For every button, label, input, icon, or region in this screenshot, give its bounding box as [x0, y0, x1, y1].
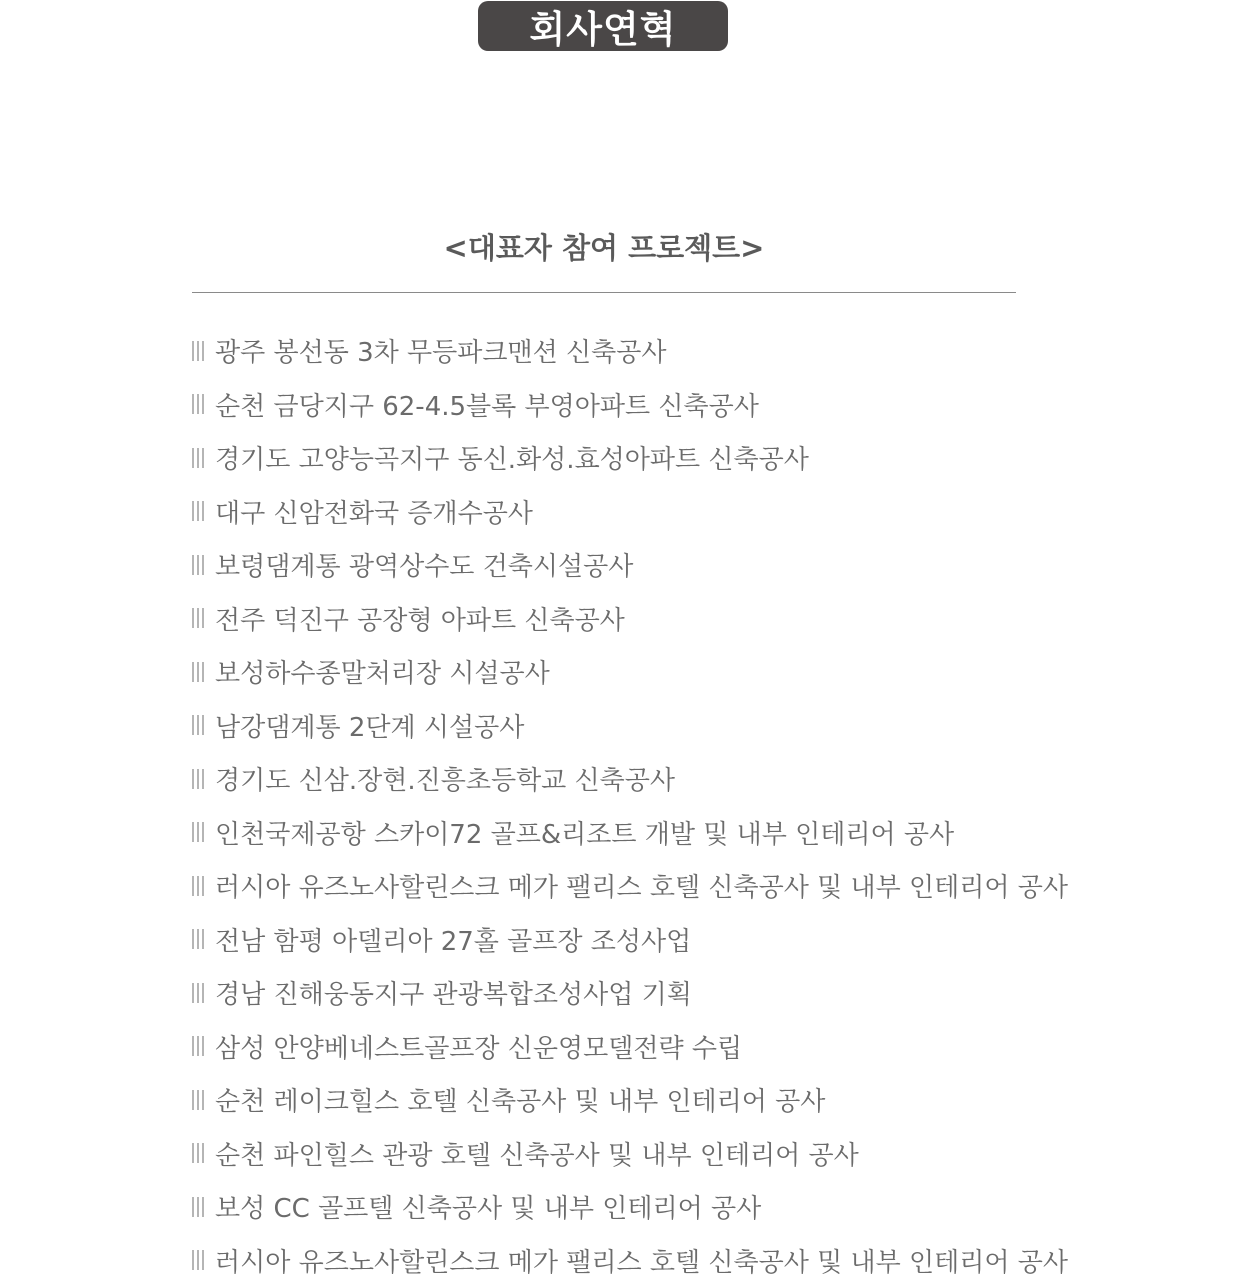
bullet-bar — [192, 555, 194, 575]
triple-bar-bullet-icon — [192, 554, 204, 576]
project-item — [192, 485, 1068, 539]
bullet-bar — [202, 715, 204, 735]
project-item — [192, 1020, 1068, 1074]
bullet-bar — [197, 1036, 199, 1056]
bullet-bar — [197, 1250, 199, 1270]
project-label: 보령댐계통 광역상수도 건축시설공사 — [215, 546, 633, 583]
project-item — [192, 966, 1068, 1020]
project-label: 삼성 안양베네스트골프장 신운영모델전략 수립 — [215, 1028, 742, 1065]
bullet-bar — [197, 1090, 199, 1110]
bullet-bar — [197, 448, 199, 468]
triple-bar-bullet-icon — [192, 661, 204, 683]
triple-bar-bullet-icon — [192, 714, 204, 736]
bullet-bar — [192, 662, 194, 682]
bullet-bar — [197, 1197, 199, 1217]
bullet-bar — [202, 501, 204, 521]
section-divider — [192, 292, 1016, 293]
project-item — [192, 913, 1068, 967]
project-label: 순천 파인힐스 관광 호텔 신축공사 및 내부 인테리어 공사 — [215, 1135, 859, 1172]
triple-bar-bullet-icon — [192, 393, 204, 415]
bullet-bar — [197, 1143, 199, 1163]
bullet-bar — [197, 983, 199, 1003]
project-list — [192, 324, 1068, 1287]
bullet-bar — [202, 1197, 204, 1217]
project-label: 경기도 신삼.장현.진흥초등학교 신축공사 — [215, 760, 675, 797]
bullet-bar — [192, 501, 194, 521]
triple-bar-bullet-icon — [192, 982, 204, 1004]
bullet-bar — [192, 1143, 194, 1163]
bullet-bar — [202, 769, 204, 789]
bullet-bar — [202, 448, 204, 468]
bullet-bar — [202, 1090, 204, 1110]
triple-bar-bullet-icon — [192, 768, 204, 790]
project-label: 순천 레이크힐스 호텔 신축공사 및 내부 인테리어 공사 — [215, 1081, 825, 1118]
bullet-bar — [192, 715, 194, 735]
triple-bar-bullet-icon — [192, 500, 204, 522]
project-label: 러시아 유즈노사할린스크 메가 팰리스 호텔 신축공사 및 내부 인테리어 공사 — [215, 1242, 1068, 1279]
bullet-bar — [197, 822, 199, 842]
project-item — [192, 1180, 1068, 1234]
bullet-bar — [202, 1250, 204, 1270]
page-title: 회사연혁 — [478, 1, 728, 51]
project-item — [192, 538, 1068, 592]
project-label: 전주 덕진구 공장형 아파트 신축공사 — [215, 600, 625, 637]
project-label: 경기도 고양능곡지구 동신.화성.효성아파트 신축공사 — [215, 439, 809, 476]
bullet-bar — [197, 876, 199, 896]
bullet-bar — [192, 394, 194, 414]
bullet-bar — [202, 555, 204, 575]
project-item — [192, 592, 1068, 646]
bullet-bar — [202, 608, 204, 628]
project-item — [192, 645, 1068, 699]
bullet-bar — [197, 608, 199, 628]
bullet-bar — [197, 555, 199, 575]
project-label: 러시아 유즈노사할린스크 메가 팰리스 호텔 신축공사 및 내부 인테리어 공사 — [215, 867, 1068, 904]
project-item — [192, 1234, 1068, 1287]
bullet-bar — [192, 448, 194, 468]
triple-bar-bullet-icon — [192, 1142, 204, 1164]
bullet-bar — [197, 929, 199, 949]
bullet-bar — [202, 822, 204, 842]
bullet-bar — [197, 394, 199, 414]
section-heading: <대표자 참여 프로젝트> — [0, 226, 1208, 270]
project-item — [192, 1127, 1068, 1181]
bullet-bar — [202, 662, 204, 682]
triple-bar-bullet-icon — [192, 875, 204, 897]
bullet-bar — [192, 769, 194, 789]
bullet-bar — [197, 341, 199, 361]
project-label: 남강댐계통 2단계 시설공사 — [215, 707, 524, 744]
bullet-bar — [192, 1250, 194, 1270]
bullet-bar — [192, 876, 194, 896]
triple-bar-bullet-icon — [192, 1249, 204, 1271]
bullet-bar — [192, 608, 194, 628]
project-label: 인천국제공항 스카이72 골프&리조트 개발 및 내부 인테리어 공사 — [215, 814, 954, 851]
project-label: 순천 금당지구 62-4.5블록 부영아파트 신축공사 — [215, 386, 759, 423]
bullet-bar — [192, 983, 194, 1003]
bullet-bar — [192, 341, 194, 361]
project-label: 전남 함평 아델리아 27홀 골프장 조성사업 — [215, 921, 691, 958]
triple-bar-bullet-icon — [192, 1089, 204, 1111]
triple-bar-bullet-icon — [192, 1196, 204, 1218]
bullet-bar — [202, 983, 204, 1003]
bullet-bar — [202, 929, 204, 949]
triple-bar-bullet-icon — [192, 821, 204, 843]
triple-bar-bullet-icon — [192, 1035, 204, 1057]
bullet-bar — [202, 1143, 204, 1163]
project-label: 광주 봉선동 3차 무등파크맨션 신축공사 — [215, 332, 666, 369]
project-item — [192, 806, 1068, 860]
triple-bar-bullet-icon — [192, 340, 204, 362]
triple-bar-bullet-icon — [192, 607, 204, 629]
project-label: 대구 신암전화국 증개수공사 — [215, 493, 533, 530]
bullet-bar — [192, 1197, 194, 1217]
bullet-bar — [192, 929, 194, 949]
bullet-bar — [202, 341, 204, 361]
bullet-bar — [192, 1036, 194, 1056]
project-item — [192, 699, 1068, 753]
bullet-bar — [197, 501, 199, 521]
bullet-bar — [202, 876, 204, 896]
bullet-bar — [192, 822, 194, 842]
project-item — [192, 752, 1068, 806]
bullet-bar — [192, 1090, 194, 1110]
project-item — [192, 378, 1068, 432]
project-label: 경남 진해웅동지구 관광복합조성사업 기획 — [215, 974, 692, 1011]
bullet-bar — [197, 769, 199, 789]
triple-bar-bullet-icon — [192, 447, 204, 469]
project-item — [192, 859, 1068, 913]
triple-bar-bullet-icon — [192, 928, 204, 950]
bullet-bar — [202, 394, 204, 414]
bullet-bar — [197, 715, 199, 735]
project-item — [192, 1073, 1068, 1127]
project-label: 보성하수종말처리장 시설공사 — [215, 653, 550, 690]
bullet-bar — [197, 662, 199, 682]
project-item — [192, 431, 1068, 485]
project-item — [192, 324, 1068, 378]
bullet-bar — [202, 1036, 204, 1056]
project-label: 보성 CC 골프텔 신축공사 및 내부 인테리어 공사 — [215, 1188, 761, 1225]
